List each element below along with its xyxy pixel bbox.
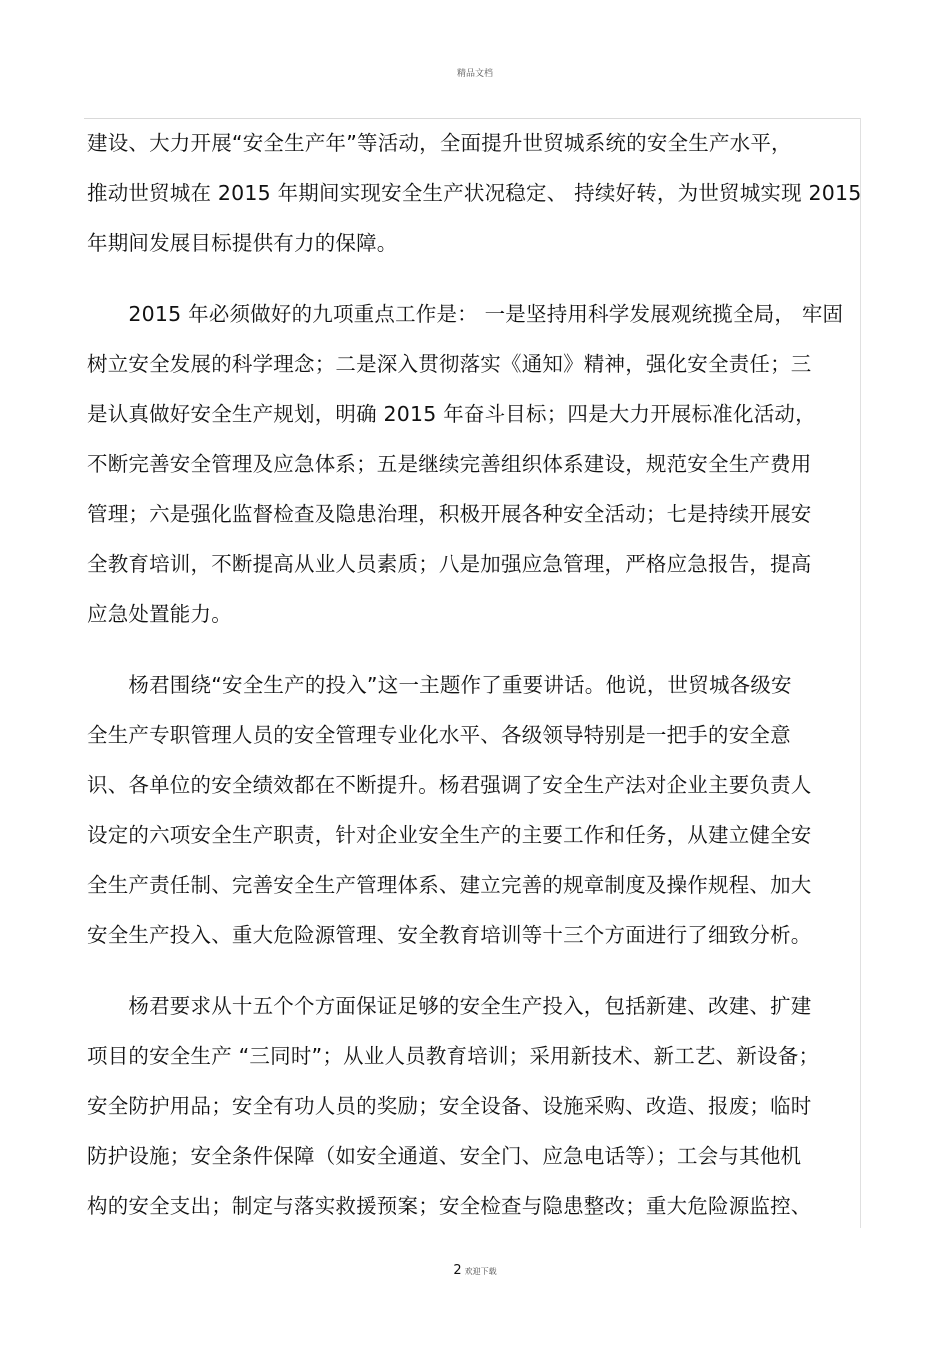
text-line: 全生产责任制、完善安全生产管理体系、建立完善的规章制度及操作规程、加大	[87, 873, 812, 897]
text-line: 构的安全支出；制定与落实救援预案；安全检查与隐患整改；重大危险源监控、	[87, 1194, 812, 1218]
text-line: 设定的六项安全生产职责，针对企业安全生产的主要工作和任务，从建立健全安	[87, 823, 812, 847]
text-line: 年期间发展目标提供有力的保障。	[87, 231, 398, 255]
text-line: 项目的安全生产 “三同时”；从业人员教育培训；采用新技术、新工艺、新设备；	[87, 1044, 820, 1068]
text-line: 安全生产投入、重大危险源管理、安全教育培训等十三个方面进行了细致分析。	[87, 923, 812, 947]
right-border	[860, 118, 861, 1228]
text-line: 应急处置能力。	[87, 602, 232, 626]
text-line: 2015 年必须做好的九项重点工作是： 一是坚持用科学发展观统揽全局， 牢固	[87, 302, 844, 326]
page-number: 2	[453, 1263, 462, 1278]
text-line: 管理；六是强化监督检查及隐患治理，积极开展各种安全活动；七是持续开展安	[87, 502, 812, 526]
text-line: 建设、大力开展“安全生产年”等活动，全面提升世贸城系统的安全生产水平，	[87, 131, 792, 155]
text-line: 防护设施；安全条件保障（如安全通道、安全门、应急电话等）；工会与其他机	[87, 1144, 802, 1168]
text-line: 识、各单位的安全绩效都在不断提升。杨君强调了安全生产法对企业主要负责人	[87, 773, 812, 797]
text-line: 树立安全发展的科学理念；二是深入贯彻落实《通知》精神，强化安全责任；三	[87, 352, 812, 376]
text-line: 是认真做好安全生产规划，明确 2015 年奋斗目标；四是大力开展标准化活动，	[87, 402, 816, 426]
top-border	[84, 118, 860, 119]
text-line: 杨君要求从十五个个方面保证足够的安全生产投入，包括新建、改建、扩建	[87, 994, 812, 1018]
page-header: 精品文档	[456, 69, 493, 79]
text-line: 推动世贸城在 2015 年期间实现安全生产状况稳定、 持续好转，为世贸城实现 2015	[87, 181, 862, 205]
footer-text: 欢迎下载	[464, 1267, 497, 1276]
text-line: 全生产专职管理人员的安全管理专业化水平、各级领导特别是一把手的安全意	[87, 723, 791, 747]
text-line: 安全防护用品；安全有功人员的奖励；安全设备、设施采购、改造、报废；临时	[87, 1094, 812, 1118]
page-footer	[0, 1259, 950, 1278]
text-line: 杨君围绕“安全生产的投入”这一主题作了重要讲话。他说，世贸城各级安	[87, 673, 792, 697]
text-line: 全教育培训，不断提高从业人员素质；八是加强应急管理，严格应急报告，提高	[87, 552, 812, 576]
text-line: 不断完善安全管理及应急体系；五是继续完善组织体系建设，规范安全生产费用	[87, 452, 812, 476]
